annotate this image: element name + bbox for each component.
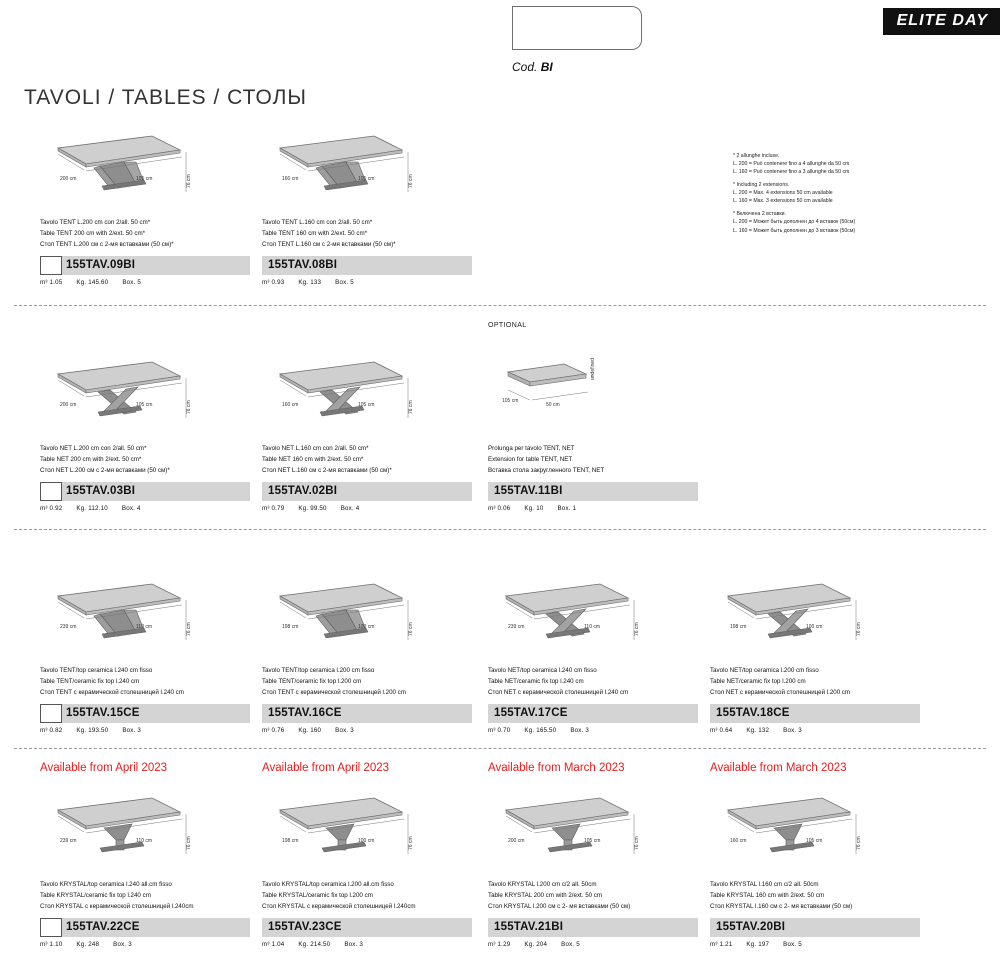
footnote-line: L. 160 = Может быть дополнен до 3 вставок (50см) [733,227,856,234]
product-code-bar [262,704,472,723]
description-line: Tavolo NET L.160 cm con 2/all. 50 cm* [262,445,369,452]
svg-text:76 cm: 76 cm [408,836,414,850]
description-line: Table NET/ceramic fix top l.200 cm [710,677,806,685]
checkbox[interactable] [40,482,62,501]
product-description [710,880,920,913]
product-code: 155TAV.02BI [268,485,338,498]
cod-label [512,60,553,74]
svg-text:105 cm: 105 cm [358,402,375,408]
metric-value: m³ 0.76 [262,726,285,734]
description-line: Стол KRYSTAL с керамической столешницей l.240cm [40,902,194,910]
product-metrics [488,723,698,734]
product-code: 155TAV.16CE [268,707,342,720]
product-code: 155TAV.22CE [66,921,140,934]
product-cell [40,566,250,734]
metric-value: Kg. 165.50 [524,726,557,734]
footnote-line: L. 200 = Может быть дополнен до 4 вставок (50см) [733,219,856,226]
product-code-bar [488,918,698,937]
product-description [262,666,472,699]
footnotes [733,152,983,235]
page-title: TAVOLI / TABLES / СТОЛЫ [24,86,307,109]
product-code-bar [262,918,472,937]
product-cell [710,566,920,734]
product-code-bar [488,704,698,723]
product-description [40,666,250,699]
product-code: 155TAV.18CE [716,707,790,720]
metric-value: Box. 5 [335,278,354,286]
svg-text:76 cm: 76 cm [186,836,192,850]
product-illustration [710,566,920,666]
svg-text:198 cm: 198 cm [282,624,299,630]
product-description [262,444,472,477]
footnote-line: * Включена 2 вставки. [733,211,787,218]
product-cell [262,118,472,286]
svg-text:105 cm: 105 cm [358,176,375,182]
metric-value: m³ 1.05 [40,278,63,286]
description-line: Стол KRYSTAL l.160 см с 2- мя вставками (50 см) [710,902,853,910]
metric-value: m³ 0.79 [262,504,285,512]
brand-tag: ELITE DAY [883,8,1000,35]
product-cell [40,344,250,512]
svg-text:200 cm: 200 cm [60,176,77,182]
metric-value: Box. 5 [122,278,142,286]
metric-value: Box. 3 [570,726,590,734]
product-cell [488,566,698,734]
svg-text:110 cm: 110 cm [136,838,153,844]
product-description [40,880,250,913]
description-line: Tavolo KRYSTAL/top ceramica l.200 all.cm fisso [262,881,394,888]
description-line: Tavolo TENT/top ceramica l.200 cm fisso [262,667,375,674]
svg-text:50 cm: 50 cm [546,402,560,408]
description-line: Tavolo TENT L.160 cm con 2/all. 50 cm* [262,219,373,226]
checkbox[interactable] [40,918,62,937]
description-line: Tavolo KRYSTAL l.200 cm c/2 all. 50cm [488,881,597,888]
metric-value: Box. 3 [783,726,802,734]
product-code: 155TAV.11BI [494,485,563,498]
product-cell [488,762,698,948]
metric-value: Kg. 99.50 [298,504,327,512]
metric-value: Kg. 145.60 [76,278,109,286]
product-code-bar [262,482,472,501]
svg-text:105 cm: 105 cm [502,398,519,404]
svg-text:76 cm: 76 cm [408,174,414,188]
metric-value: m³ 0.93 [262,278,285,286]
description-line: Tavolo NET/top ceramica l.200 cm fisso [710,667,819,674]
availability-note: Available from March 2023 [710,762,847,774]
svg-text:239 cm: 239 cm [60,838,77,844]
svg-text:110 cm: 110 cm [136,624,153,630]
svg-text:76 cm: 76 cm [856,622,862,636]
product-code-bar [488,482,698,501]
metric-value: m³ 0.82 [40,726,63,734]
product-illustration [488,780,698,880]
metric-value: Box. 5 [561,940,580,948]
product-metrics [262,937,472,948]
metric-value: Box. 4 [121,504,141,512]
description-line: Стол NET L.160 см с 2-мя вставками (50 см)* [262,466,392,474]
product-metrics [710,937,920,948]
product-code-bar [40,918,250,937]
product-code-bar [710,704,920,723]
product-illustration [262,344,472,444]
product-metrics [262,723,472,734]
svg-text:76 cm: 76 cm [186,174,192,188]
svg-text:100 cm: 100 cm [806,624,823,630]
description-line: Стол TENT с керамической столешницей l.240 cm [40,688,184,696]
footnote-line: * 2 allunghe incluse. [733,153,780,159]
description-line: Extension for table TENT, NET [488,455,573,463]
product-cell [40,762,250,948]
metric-value: m³ 0.70 [488,726,511,734]
product-description [488,444,698,477]
product-code-bar [262,256,472,275]
metric-value: Box. 1 [557,504,577,512]
description-line: Table NET/ceramic fix top l.240 cm [488,677,584,685]
description-line: Стол TENT L.160 см с 2-мя вставками (50 см)* [262,240,396,248]
svg-text:239 cm: 239 cm [508,624,525,630]
metric-value: Box. 3 [122,726,142,734]
product-code: 155TAV.17CE [494,707,568,720]
svg-text:198 cm: 198 cm [282,838,299,844]
product-code-bar [710,918,920,937]
svg-text:105 cm: 105 cm [806,838,823,844]
metric-value: Kg. 160 [298,726,322,734]
metric-value: m³ 1.10 [40,940,63,948]
cod-value: BI [540,60,553,74]
svg-text:105 cm: 105 cm [136,176,153,182]
metric-value: m³ 0.64 [710,726,733,734]
row-divider [14,305,986,306]
svg-text:110 cm: 110 cm [584,624,601,630]
metric-value: m³ 1.29 [488,940,511,948]
product-cell [40,118,250,286]
cod-swatch-box [512,6,642,50]
product-code-bar [40,256,250,275]
svg-text:76 cm: 76 cm [634,836,640,850]
row-divider [14,748,986,749]
metric-value: m³ 0.92 [40,504,63,512]
availability-note: Available from April 2023 [262,762,389,774]
product-illustration [488,344,698,444]
metric-value: Box. 4 [340,504,360,512]
metric-value: Kg. 204 [524,940,548,948]
product-cell [262,566,472,734]
description-line: Table TENT/ceramic fix top l.200 cm [262,677,362,685]
svg-text:160 cm: 160 cm [282,176,299,182]
metric-value: Box. 3 [344,940,364,948]
svg-text:198 cm: 198 cm [730,624,747,630]
description-line: Стол NET L.200 см с 2-мя вставками (50 см)* [40,466,170,474]
description-line: Table KRYSTAL 200 cm with 2/ext. 50 cm [488,891,603,899]
svg-text:76 cm: 76 cm [408,400,414,414]
description-line: Tavolo NET/top ceramica l.240 cm fisso [488,667,597,674]
metric-value: Kg. 133 [298,278,322,286]
description-line: Tavolo KRYSTAL/top ceramica l.240 all.cm fisso [40,881,172,888]
metric-value: Kg. 10 [524,504,544,512]
description-line: Стол TENT с керамической столешницей l.200 cm [262,688,406,696]
footnote-line: L. 200 = Max. 4 extensions 50 cm available [733,190,833,197]
checkbox[interactable] [40,704,62,723]
product-code: 155TAV.15CE [66,707,140,720]
product-illustration [262,566,472,666]
metric-value: Box. 3 [335,726,354,734]
metric-value: Box. 3 [113,940,132,948]
product-metrics [262,501,472,512]
product-metrics [40,275,250,286]
product-illustration [40,118,250,218]
description-line: Стол KRYSTAL l.200 см с 2- мя вставками (50 см) [488,902,631,910]
product-illustration [488,566,698,666]
metric-value: Box. 5 [783,940,802,948]
product-code: 155TAV.09BI [66,259,136,272]
metric-value: Kg. 112.10 [76,504,108,512]
metric-value: Kg. 193.50 [76,726,109,734]
row-divider [14,529,986,530]
product-metrics [488,501,698,512]
product-metrics [40,723,250,734]
product-code: 155TAV.23CE [268,921,342,934]
svg-text:undefined: undefined [590,358,596,380]
cod-prefix: Cod. [512,60,538,74]
description-line: Table KRYSTAL/ceramic fix top l.240 cm [40,891,151,899]
product-cell [262,344,472,512]
product-code: 155TAV.21BI [494,921,564,934]
footnote-line: * Including 2 extensions. [733,182,790,189]
metric-value: m³ 1.04 [262,940,285,948]
svg-text:105 cm: 105 cm [584,838,601,844]
description-line: Table TENT/ceramic fix top l.240 cm [40,677,140,685]
description-line: Table TENT 200 cm with 2/ext. 50 cm* [40,229,146,237]
metric-value: m³ 0.06 [488,504,511,512]
description-line: Tavolo KRYSTAL l.160 cm c/2 all. 50cm [710,881,819,888]
description-line: Стол KRYSTAL с керамической столешницей l.240cm [262,902,416,910]
product-metrics [710,723,920,734]
footnote-line: L. 160 = Max. 3 extensions 50 cm available [733,198,833,205]
description-line: Стол TENT L.200 см с 2-мя вставками (50 см)* [40,240,174,248]
description-line: Table KRYSTAL/ceramic fix top l.200 cm [262,891,373,899]
svg-text:76 cm: 76 cm [634,622,640,636]
svg-text:105 cm: 105 cm [136,402,153,408]
product-description [40,218,250,251]
metric-value: Kg. 248 [76,940,100,948]
description-line: Table NET 200 cm with 2/ext. 50 cm* [40,455,142,463]
product-illustration [40,566,250,666]
product-cell [710,762,920,948]
svg-text:200 cm: 200 cm [60,402,77,408]
product-illustration [40,344,250,444]
description-line: Tavolo TENT L.200 cm con 2/all. 50 cm* [40,219,151,226]
svg-text:76 cm: 76 cm [186,400,192,414]
svg-text:100 cm: 100 cm [358,624,375,630]
product-code: 155TAV.08BI [268,259,338,272]
product-description [262,880,472,913]
description-line: Table TENT 160 cm with 2/ext. 50 cm* [262,229,368,237]
availability-note: Available from March 2023 [488,762,625,774]
availability-note: Available from April 2023 [40,762,167,774]
description-line: Стол NET с керамической столешницей l.200 cm [710,688,851,696]
svg-text:160 cm: 160 cm [282,402,299,408]
product-code-bar [40,704,250,723]
svg-text:160 cm: 160 cm [730,838,747,844]
metric-value: Kg. 197 [746,940,770,948]
description-line: Tavolo TENT/top ceramica l.240 cm fisso [40,667,153,674]
checkbox[interactable] [40,256,62,275]
product-code-bar [40,482,250,501]
svg-text:100 cm: 100 cm [358,838,375,844]
product-illustration [710,780,920,880]
product-illustration [262,118,472,218]
metric-value: Kg. 214.50 [298,940,331,948]
product-description [262,218,472,251]
description-line: Prolunga per tavolo TENT, NET [488,445,575,452]
product-code: 155TAV.03BI [66,485,136,498]
product-code: 155TAV.20BI [716,921,786,934]
product-illustration [262,780,472,880]
description-line: Tavolo NET L.200 cm con 2/all. 50 cm* [40,445,147,452]
svg-text:239 cm: 239 cm [60,624,77,630]
description-line: Стол NET с керамической столешницей l.240 cm [488,688,629,696]
product-metrics [40,937,250,948]
product-description [40,444,250,477]
optional-label: OPTIONAL [488,322,527,329]
product-description [710,666,920,699]
description-line: Table KRYSTAL 160 cm with 2/ext. 50 cm [710,891,825,899]
footnote-line: L. 160 = Può contenere fino a 3 allunghe da 50 cm [733,169,850,176]
product-cell [488,344,698,512]
product-illustration [40,780,250,880]
svg-text:76 cm: 76 cm [856,836,862,850]
product-metrics [262,275,472,286]
metric-value: Kg. 132 [746,726,770,734]
product-metrics [488,937,698,948]
product-description [488,880,698,913]
svg-text:76 cm: 76 cm [408,622,414,636]
description-line: Table NET 160 cm with 2/ext. 50 cm* [262,455,364,463]
product-description [488,666,698,699]
description-line: Вставка стола закругленного TENT, NET [488,466,605,474]
product-cell [262,762,472,948]
footnote-line: L. 200 = Può contenere fino a 4 allunghe da 50 cm [733,161,850,168]
svg-text:200 cm: 200 cm [508,838,525,844]
product-metrics [40,501,250,512]
metric-value: m³ 1.21 [710,940,733,948]
svg-text:76 cm: 76 cm [186,622,192,636]
